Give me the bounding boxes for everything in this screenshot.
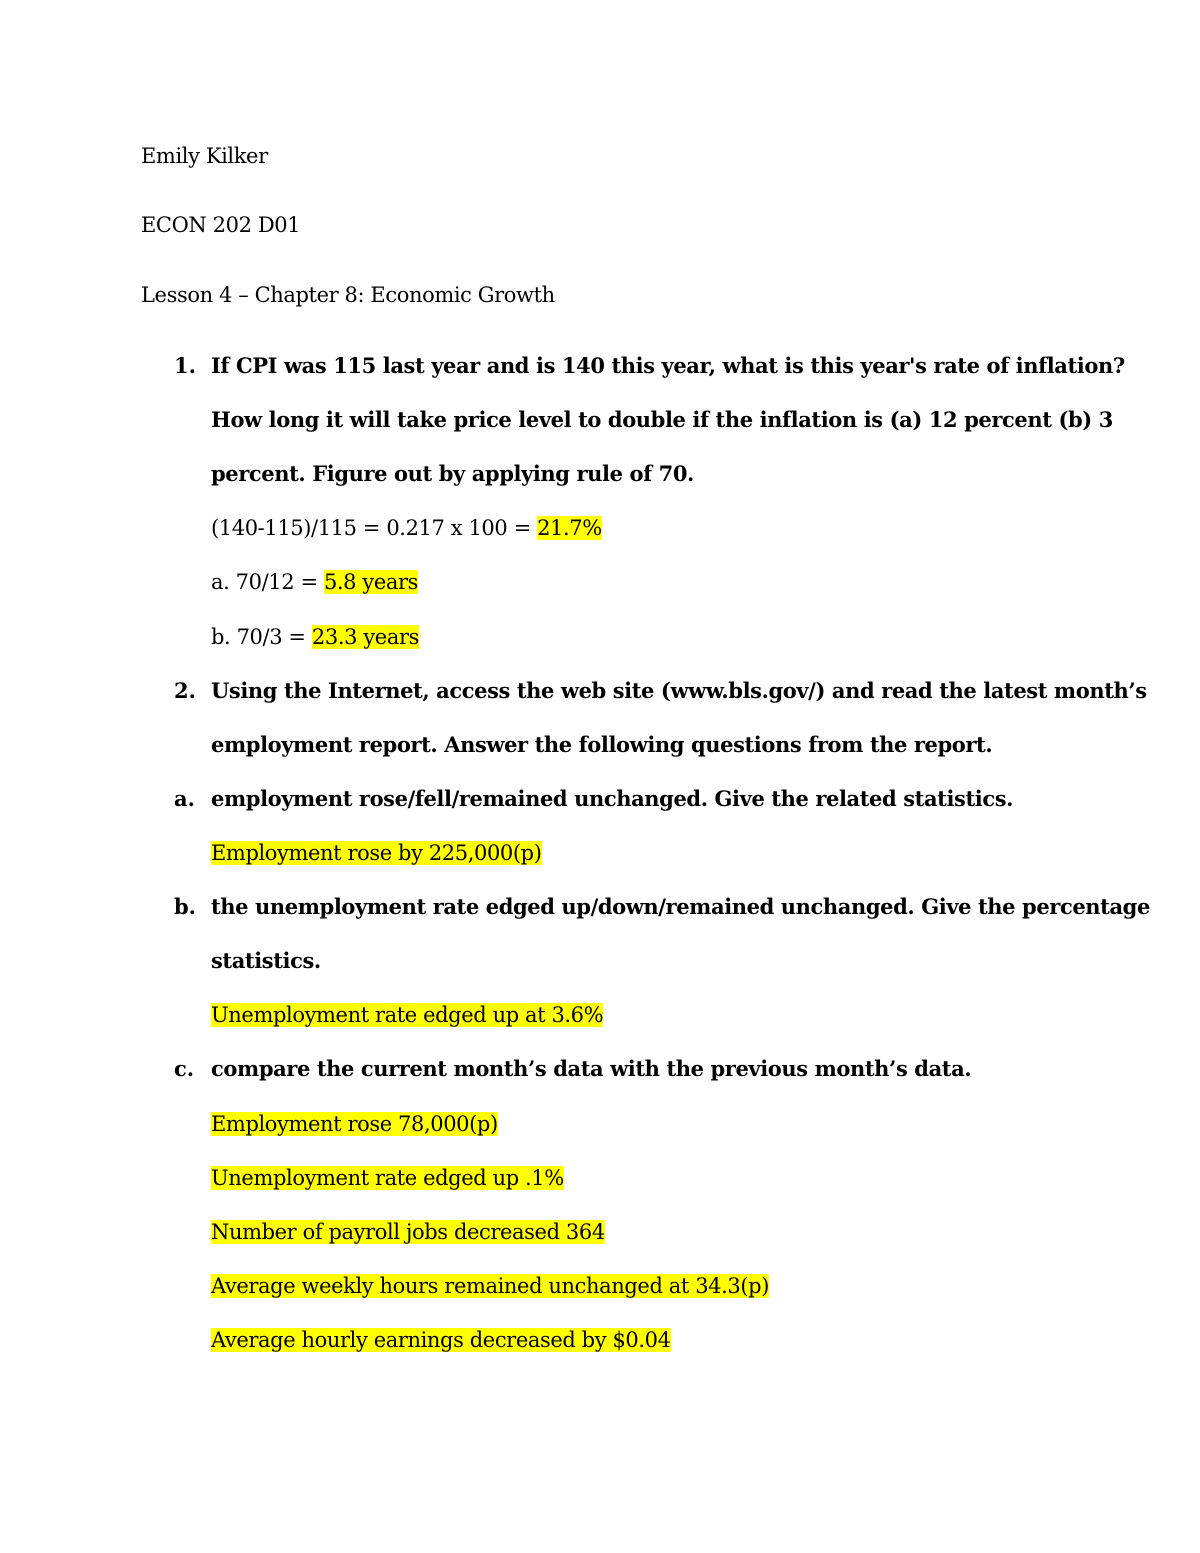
question-2b-line-2: statistics. [211,948,321,973]
answer-2a [211,839,542,867]
answer-2c-hourly-earnings: Average hourly earnings decreased by $0.04 [211,1328,671,1352]
question-1-number: 1. [174,353,196,378]
answer-2c-item [211,1218,605,1246]
question-2b-line-1: the unemployment rate edged up/down/remained unchanged. Give the percentage [211,894,1150,919]
answer-1a-result: 5.8 years [323,570,419,594]
inflation-rate-answer: 21.7% [537,516,602,540]
answer-1b-result: 23.3 years [311,625,419,649]
answer-2c-unemployment: Unemployment rate edged up .1% [211,1166,564,1190]
question-1-line-2: How long it will take price level to double if the inflation is (a) 12 percent (b) 3 [211,407,1113,432]
question-2-line-1: Using the Internet, access the web site (www.bls.gov/) and read the latest month’s [211,678,1147,703]
author-name: Emily Kilker [141,144,268,168]
inflation-calc-formula: (140-115)/115 = 0.217 x 100 = [211,516,538,540]
answer-2c-item [211,1110,498,1138]
question-2c-label: c. [174,1056,195,1081]
answer-2c-item [211,1326,671,1354]
question-2b-label: b. [174,894,196,919]
answer-1b [211,623,419,651]
question-2a-label: a. [174,786,195,811]
answer-2c-payroll: Number of payroll jobs decreased 364 [211,1220,605,1244]
answer-2c-item [211,1164,564,1192]
answer-1b-formula: b. 70/3 = [211,625,312,649]
answer-1a [211,568,418,596]
answer-2b [211,1001,603,1029]
answer-2c-weekly-hours: Average weekly hours remained unchanged at 34.3(p) [211,1274,769,1298]
answer-2a-text: Employment rose by 225,000(p) [211,841,542,865]
answer-1a-formula: a. 70/12 = [211,570,324,594]
answer-2c-employment: Employment rose 78,000(p) [211,1112,498,1136]
course-code: ECON 202 D01 [141,213,301,237]
inflation-calculation [211,514,602,542]
question-2a-text: employment rose/fell/remained unchanged. Give the related statistics. [211,786,1014,811]
answer-2c-item [211,1272,769,1300]
question-2-number: 2. [174,678,196,703]
lesson-title: Lesson 4 – Chapter 8: Economic Growth [141,283,555,307]
question-2-line-2: employment report. Answer the following questions from the report. [211,732,993,757]
question-2c-text: compare the current month’s data with the previous month’s data. [211,1056,972,1081]
question-1-line-1: If CPI was 115 last year and is 140 this year, what is this year's rate of inflation? [211,353,1125,378]
question-1-line-3: percent. Figure out by applying rule of 70. [211,461,694,486]
answer-2b-text: Unemployment rate edged up at 3.6% [211,1003,604,1027]
